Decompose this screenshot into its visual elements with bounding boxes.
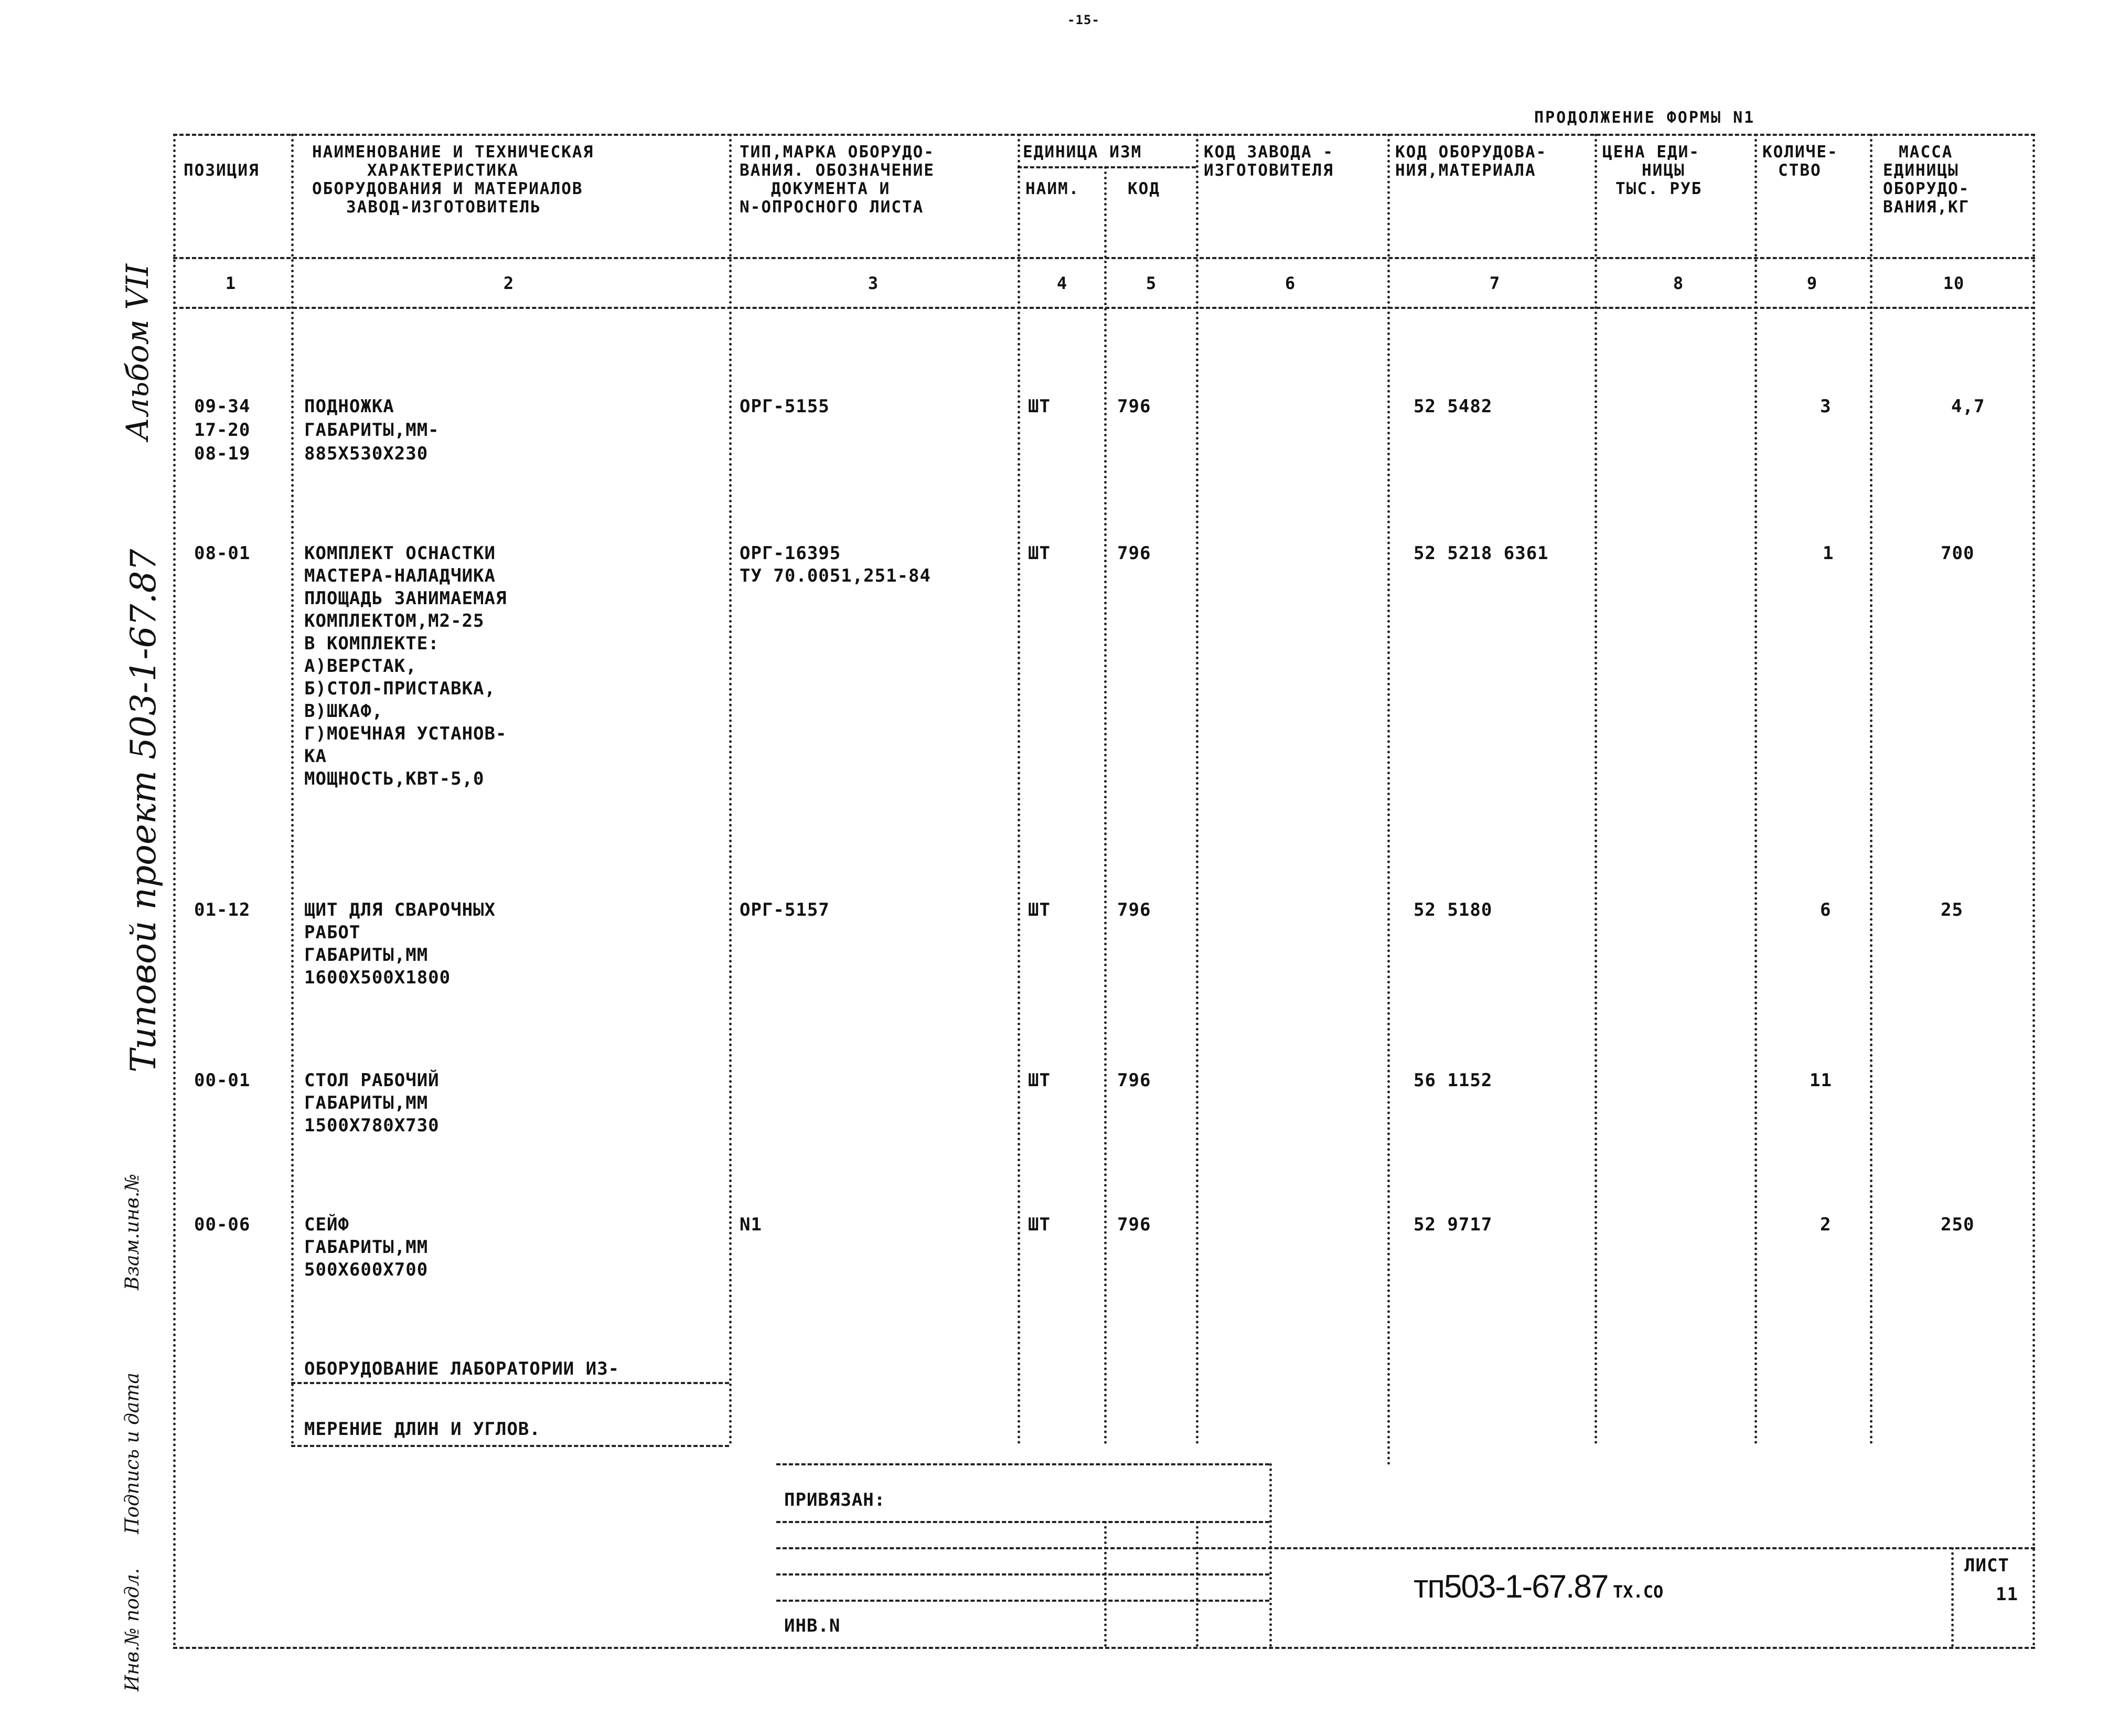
document-code-suffix: ТХ.СО	[1612, 1582, 1664, 1602]
col-rule-0	[173, 134, 176, 1647]
row-name-line: МОЩНОСТЬ,КВТ-5,0	[304, 768, 485, 789]
header-unit-code: КОД	[1128, 179, 1160, 198]
stamp-col-rule-4	[1951, 1547, 1954, 1647]
column-number-1: 1	[225, 273, 237, 293]
stamp-col-rule-1	[1104, 1521, 1107, 1647]
row-name-line: ГАБАРИТЫ,ММ	[304, 945, 429, 966]
row-name-line: ПОДНОЖКА	[304, 396, 394, 417]
header-type-line-2: ВАНИЯ. ОБОЗНАЧЕНИЕ	[740, 161, 935, 180]
row-name-line: ЩИТ ДЛЯ СВАРОЧНЫХ	[304, 899, 496, 920]
column-number-4: 4	[1056, 273, 1068, 293]
header-plant-code-line-1: КОД ЗАВОДА -	[1204, 143, 1334, 162]
row-name-line: А)ВЕРСТАК,	[304, 656, 417, 677]
page-number: -15-	[1067, 13, 1100, 27]
column-number-9: 9	[1806, 273, 1818, 293]
column-number-5: 5	[1146, 273, 1157, 293]
row-qty: 11	[1810, 1070, 1832, 1091]
header-price-line-1: ЦЕНА ЕДИ-	[1602, 143, 1700, 162]
row-equip-code: 52 9717	[1414, 1214, 1493, 1235]
column-number-2: 2	[503, 273, 515, 293]
row-name-line: КОМПЛЕКТ ОСНАСТКИ	[304, 543, 496, 564]
row-type: ОРГ-5157	[740, 899, 830, 920]
header-type-line-3: ДОКУМЕНТА И	[771, 179, 891, 198]
row-name-line: ГАБАРИТЫ,ММ	[304, 1237, 429, 1258]
section-rule-2	[291, 1445, 729, 1447]
row-unit-code: 796	[1117, 1214, 1151, 1235]
section-rule-1	[291, 1382, 729, 1384]
form-title: ПРОДОЛЖЕНИЕ ФОРМЫ N1	[1534, 109, 1756, 127]
document-code	[1414, 1568, 1663, 1605]
row-name-line: 1500Х780Х730	[304, 1115, 440, 1136]
row-equip-code: 52 5180	[1414, 899, 1493, 920]
row-mass: 250	[1941, 1214, 1975, 1235]
row-type: ТУ 70.0051,251-84	[740, 565, 931, 586]
row-position: 08-01	[194, 543, 251, 564]
row-position: 08-19	[194, 443, 251, 464]
col-rule-10	[2032, 134, 2035, 1647]
unit-subheader-rule	[1018, 166, 1196, 168]
header-mass-line-1: МАССА	[1899, 143, 1953, 162]
row-equip-code: 56 1152	[1414, 1070, 1493, 1091]
col-rule-3	[1018, 134, 1020, 1445]
row-position: 01-12	[194, 899, 251, 920]
row-name-line: В КОМПЛЕКТЕ:	[304, 633, 440, 654]
row-name-line: ГАБАРИТЫ,ММ	[304, 1092, 429, 1113]
row-position: 00-01	[194, 1070, 251, 1091]
header-unit-name: НАИМ.	[1025, 179, 1080, 198]
row-name-line: КОМПЛЕКТОМ,М2-25	[304, 610, 485, 631]
header-name-line-4: ЗАВОД-ИЗГОТОВИТЕЛЬ	[346, 198, 541, 217]
header-price-line-3: ТЫС. РУБ	[1615, 179, 1703, 198]
column-number-7: 7	[1489, 273, 1501, 293]
row-unit-code: 796	[1117, 1070, 1151, 1091]
header-type-line-1: ТИП,МАРКА ОБОРУДО-	[740, 143, 935, 162]
col-rule-6	[1387, 134, 1390, 1466]
row-name-line: Г)МОЕЧНАЯ УСТАНОВ-	[304, 723, 507, 744]
header-price-line-2: НИЦЫ	[1642, 161, 1685, 180]
row-name-line: В)ШКАФ,	[304, 701, 383, 722]
col-rule-8	[1754, 134, 1757, 1445]
row-name-line: ПЛОЩАДЬ ЗАНИМАЕМАЯ	[304, 588, 507, 609]
header-mass-line-2: ЕДИНИЦЫ	[1883, 161, 1959, 180]
stamp-rule-4	[776, 1600, 1269, 1602]
row-name-line: СТОЛ РАБОЧИЙ	[304, 1070, 440, 1091]
row-unit-code: 796	[1117, 396, 1151, 417]
row-name-line: РАБОТ	[304, 922, 361, 943]
col-rule-2	[729, 134, 732, 1445]
stamp-rule-3	[776, 1573, 1269, 1576]
row-name-line: 1600Х500Х1800	[304, 967, 451, 988]
sheet-number: 11	[1996, 1584, 2018, 1605]
col-rule-4	[1104, 166, 1107, 1445]
row-position: 00-06	[194, 1214, 251, 1235]
column-number-6: 6	[1285, 273, 1296, 293]
row-qty: 1	[1823, 543, 1834, 564]
header-equip-code-line-1: КОД ОБОРУДОВА-	[1395, 143, 1547, 162]
margin-strip-label-3: Взам.инв.№	[122, 1173, 143, 1290]
header-name-line-1: НАИМЕНОВАНИЕ И ТЕХНИЧЕСКАЯ	[312, 143, 594, 162]
row-unit: ШТ	[1028, 1214, 1051, 1235]
row-type: ОРГ-5155	[740, 396, 830, 417]
header-qty-line-2: СТВО	[1778, 161, 1822, 180]
row-unit-code: 796	[1117, 899, 1151, 920]
album-label: Альбом VII	[120, 264, 155, 441]
row-unit: ШТ	[1028, 396, 1051, 417]
column-number-8: 8	[1673, 273, 1684, 293]
column-number-10: 10	[1943, 273, 1965, 293]
stamp-col-rule-3	[1269, 1463, 1272, 1647]
col-rule-1	[291, 134, 294, 1445]
row-qty: 2	[1820, 1214, 1832, 1235]
col-rule-5	[1196, 134, 1199, 1445]
header-unit: ЕДИНИЦА ИЗМ	[1023, 143, 1142, 162]
row-mass: 25	[1941, 899, 1963, 920]
row-unit-code: 796	[1117, 543, 1151, 564]
header-position: ПОЗИЦИЯ	[184, 161, 260, 180]
row-name-line: 885Х530Х230	[304, 443, 429, 464]
header-plant-code-line-2: ИЗГОТОВИТЕЛЯ	[1204, 161, 1334, 180]
col-rule-9	[1870, 134, 1872, 1445]
margin-strip-label-2: Подпись и дата	[122, 1373, 143, 1534]
row-qty: 6	[1820, 899, 1832, 920]
margin-strip-label-1: Инв.№ подл.	[122, 1568, 143, 1691]
header-equip-code-line-2: НИЯ,МАТЕРИАЛА	[1395, 161, 1536, 180]
header-qty-line-1: КОЛИЧЕ-	[1762, 143, 1838, 162]
sheet-label: ЛИСТ	[1964, 1555, 2009, 1576]
project-label: Типовой проект 503-1-67.87	[123, 549, 164, 1073]
stamp-rule-2	[776, 1547, 2035, 1549]
col-rule-7	[1595, 134, 1597, 1445]
row-position: 09-34	[194, 396, 251, 417]
row-unit: ШТ	[1028, 899, 1051, 920]
row-equip-code: 52 5482	[1414, 396, 1493, 417]
row-equip-code: 52 5218 6361	[1414, 543, 1549, 564]
stamp-rule-1	[776, 1521, 1269, 1523]
stamp-col-rule-2	[1196, 1521, 1199, 1647]
section-heading-line-1: ОБОРУДОВАНИЕ ЛАБОРАТОРИИ ИЗ-	[304, 1358, 620, 1379]
header-name-line-3: ОБОРУДОВАНИЯ И МАТЕРИАЛОВ	[312, 179, 583, 198]
stamp-privyazan: ПРИВЯЗАН:	[784, 1489, 886, 1510]
stamp-top-rule	[776, 1463, 1269, 1465]
row-position: 17-20	[194, 420, 251, 441]
row-name-line: ГАБАРИТЫ,ММ-	[304, 420, 440, 441]
row-type: ОРГ-16395	[740, 543, 841, 564]
row-name-line: МАСТЕРА-НАЛАДЧИКА	[304, 565, 496, 586]
header-name-line-2: ХАРАКТЕРИСТИКА	[367, 161, 519, 180]
row-mass: 4,7	[1951, 396, 1985, 417]
row-type: N1	[740, 1214, 762, 1235]
header-type-line-4: N-ОПРОСНОГО ЛИСТА	[740, 198, 924, 217]
column-number-3: 3	[868, 273, 879, 293]
row-name-line: Б)СТОЛ-ПРИСТАВКА,	[304, 678, 496, 699]
row-name-line: КА	[304, 746, 327, 767]
row-qty: 3	[1820, 396, 1832, 417]
row-unit: ШТ	[1028, 543, 1051, 564]
section-heading-line-2: МЕРЕНИЕ ДЛИН И УГЛОВ.	[304, 1419, 541, 1440]
row-name-line: СЕЙФ	[304, 1214, 349, 1235]
row-name-line: 500Х600Х700	[304, 1259, 429, 1280]
row-mass: 700	[1941, 543, 1975, 564]
stamp-inv: ИНВ.N	[784, 1615, 841, 1636]
document-code-main: тп503-1-67.87	[1414, 1569, 1608, 1605]
header-mass-line-4: ВАНИЯ,КГ	[1883, 198, 1970, 217]
header-mass-line-3: ОБОРУДО-	[1883, 179, 1970, 198]
row-unit: ШТ	[1028, 1070, 1051, 1091]
table-bottom-rule	[173, 1647, 2035, 1649]
